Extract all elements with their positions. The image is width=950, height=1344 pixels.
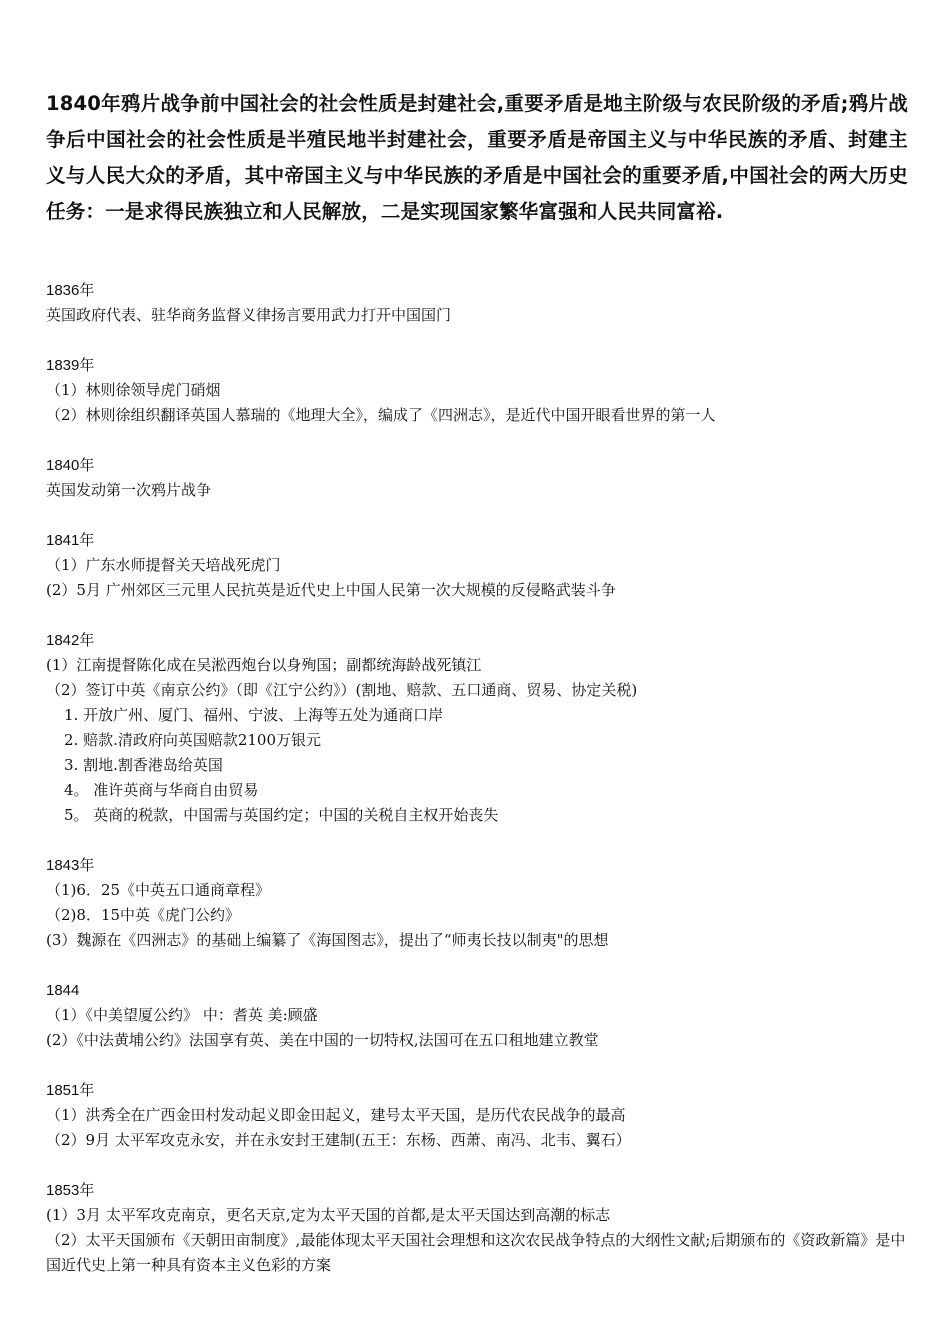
entry-line: （1）《中美望厦公约》 中：耆英 美:顾盛: [46, 1006, 318, 1024]
timeline-entry: [46, 1178, 908, 1278]
entry-line: （2）签订中英《南京公约》（即《江宁公约》）(割地、赔款、五口通商、贸易、协定关税): [46, 681, 638, 699]
entry-line: （2）林则徐组织翻译英国人慕瑞的《地理大全》，编成了《四洲志》，是近代中国开眼看世界的第一人: [46, 406, 716, 424]
entry-year: 1840年: [46, 457, 95, 474]
entry-lines: [46, 478, 908, 503]
entry-line: 3. 割地.割香港岛给英国: [64, 756, 223, 774]
entry-line: （2）9月 太平军攻克永安，并在永安封王建制(五王：东杨、西萧、南冯、北韦、翼石）: [46, 1131, 631, 1149]
timeline-entry: [46, 628, 908, 828]
timeline-entry: [46, 278, 908, 328]
entry-line: 英国政府代表、驻华商务监督义律扬言要用武力打开中国国门: [46, 306, 452, 324]
entry-year: 1844: [46, 982, 80, 999]
entry-line: （1）洪秀全在广西金田村发动起义即金田起义，建号太平天国，是历代农民战争的最高: [46, 1106, 626, 1124]
timeline-entry: [46, 528, 908, 603]
timeline-entry: [46, 453, 908, 503]
entry-line: 1. 开放广州、厦门、福州、宁波、上海等五处为通商口岸: [64, 706, 444, 724]
entry-line: (2）《中法黄埔公约》法国享有英、美在中国的一切特权,法国可在五口租地建立教堂: [46, 1031, 599, 1049]
entry-lines: [46, 1103, 908, 1153]
entry-line: （1）林则徐领导虎门硝烟: [46, 381, 221, 399]
entry-line: (1）江南提督陈化成在吴淞西炮台以身殉国；副都统海龄战死镇江: [46, 656, 482, 674]
entry-year: 1841年: [46, 532, 95, 549]
timeline-entry: [46, 353, 908, 428]
entry-line: （2）太平天国颁布《天朝田亩制度》,最能体现太平天国社会理想和这次农民战争特点的大纲性文献;后期颁布的《资政新篇》是中国近代史上第一种具有资本主义色彩的方案: [46, 1231, 906, 1274]
entry-line: (1）3月 太平军攻克南京，更名天京,定为太平天国的首都,是太平天国达到高潮的标志: [46, 1206, 611, 1224]
timeline-entry: [46, 1078, 908, 1153]
intro-paragraph: 1840年鸦片战争前中国社会的社会性质是封建社会,重要矛盾是地主阶级与农民阶级的矛盾;鸦片战争后中国社会的社会性质是半殖民地半封建社会，重要矛盾是帝国主义与中华民族的矛盾、封建主义与人民大众的矛盾，其中帝国主义与中华民族的矛盾是中国社会的重要矛盾,中国社会的两大历史任务：一是求得民族独立和人民解放，二是实现国家繁华富强和人民共同富裕.: [46, 92, 908, 223]
entry-lines: [46, 303, 908, 328]
entry-line: 5。 英商的税款，中国需与英国约定；中国的关税自主权开始丧失: [64, 806, 499, 824]
timeline: [46, 278, 908, 1278]
entry-year: 1851年: [46, 1082, 95, 1099]
entry-year: 1839年: [46, 357, 95, 374]
entry-line: 2. 赔款.清政府向英国赔款2100万银元: [64, 731, 322, 749]
entry-line: (3）魏源在《四洲志》的基础上编纂了《海国图志》，提出了“师夷长技以制夷"的思想: [46, 931, 609, 949]
entry-lines: [46, 653, 908, 828]
entry-line: （1）广东水师提督关天培战死虎门: [46, 556, 281, 574]
timeline-entry: [46, 978, 908, 1053]
entry-year: 1853年: [46, 1182, 95, 1199]
entry-line: 4。 准许英商与华商自由贸易: [64, 781, 259, 799]
entry-lines: [46, 378, 908, 428]
entry-line: (2）5月 广州郊区三元里人民抗英是近代史上中国人民第一次大规模的反侵略武装斗争: [46, 581, 616, 599]
entry-lines: [46, 553, 908, 603]
entry-lines: [46, 878, 908, 953]
entry-lines: [46, 1203, 908, 1278]
entry-line: （1)6．25《中英五口通商章程》: [46, 881, 271, 899]
entry-line: 英国发动第一次鸦片战争: [46, 481, 212, 499]
timeline-entry: [46, 853, 908, 953]
entry-year: 1843年: [46, 857, 95, 874]
entry-year: 1836年: [46, 282, 95, 299]
document-page: [46, 86, 908, 1303]
entry-lines: [46, 1003, 908, 1053]
entry-line: （2)8．15中英《虎门公约》: [46, 906, 241, 924]
entry-year: 1842年: [46, 632, 95, 649]
